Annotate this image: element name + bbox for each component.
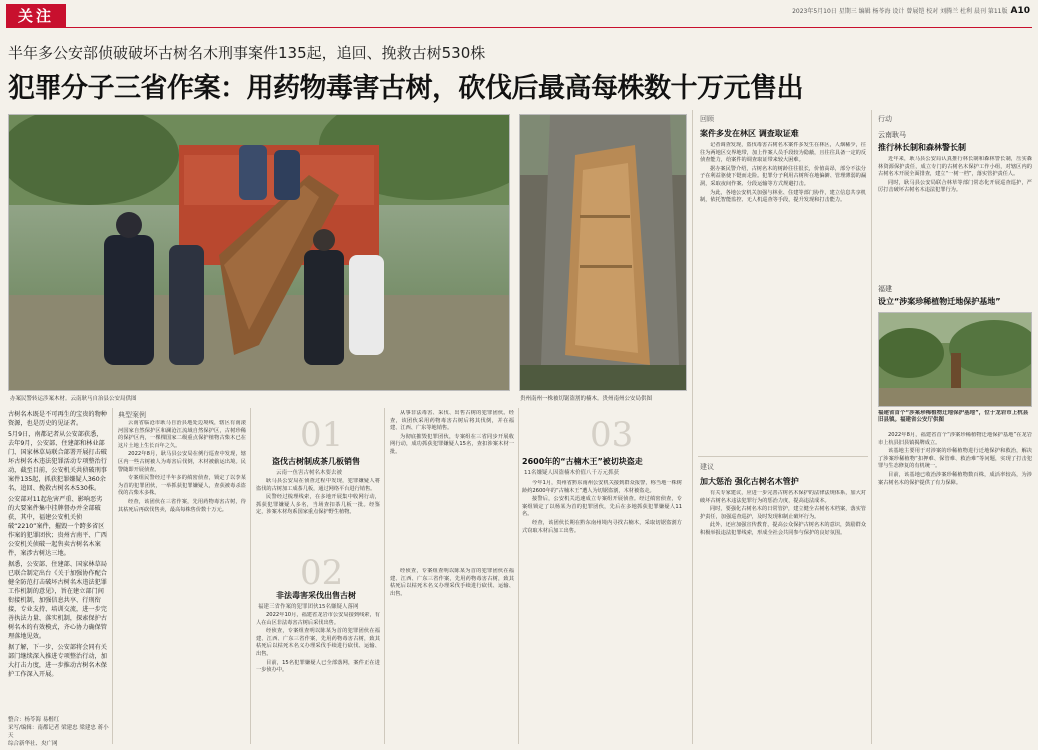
- body-paragraph: 云南省临沧市耿马自治县地处边境线，辖区有南滚河国家自然保护区和澜沧江流域自然保护区，古树珍稀的保护区内，一棵棵国家二级重点保护植物古柴木已在这片土地上生长百年之久。: [118, 420, 246, 449]
- body-paragraph: 此外，还应加强宣传教育，提高公众保护古树名木的意识，鼓励群众积极举报违法犯罪线索，形成全社会共同参与保护的良好氛围。: [700, 522, 866, 536]
- body-paragraph: 据办案民警介绍，古树名木的树龄往往很长，价值高昂，部分不法分子在利益驱使下铤而走险。犯罪分子利用古树所在地偏僻、管理薄弱的漏洞，采取夜间作案、分段运输等方式规避打击。: [700, 165, 866, 187]
- credits: 整合：杨苓海 易楷红 采写/编辑：南都记者 梁建忠 梁建忠 蒋小天 综合新华社、央广网: [8, 717, 109, 747]
- photo-cut-nanmu: [519, 114, 687, 391]
- action-region2: 福建: [878, 285, 892, 293]
- body-paragraph: 为彻底摧毁犯罪团伙，专案组在三省同步开展收网行动，成功抓获犯罪嫌疑人15名，查扣涉案木材一批。: [390, 433, 514, 455]
- body-paragraph: 同时，耿马县公安局联合林草等部门常态化开展巡查巡护，严厉打击破坏古树名木违法犯罪行为。: [878, 179, 1032, 194]
- lead-paragraph: 5月9日，南都记者从公安部获悉，去年9月，公安部、住建部和林业部门、国家林草局联合部署开展打击破坏古树名木违法犯罪活动专项整治行动，截至目前，公安机关共侦破刑事案件135起，抓获犯罪嫌疑人360余名，追回、挽救古树名木530株。: [8, 431, 107, 492]
- action-body2: [878, 432, 1032, 742]
- photo-cut-nanmu-image: [520, 115, 687, 391]
- case01-body: [256, 478, 380, 558]
- column-divider: [871, 110, 872, 744]
- case03-subtitle: 11名嫌疑人因盗楠木价值八千万元抓获: [524, 470, 619, 476]
- case03-body: [522, 480, 682, 742]
- body-paragraph: 2022年10月，福建省龙岩市公安局接到线索，有人在山区非法毒害古树后采伐出售。: [256, 612, 380, 626]
- action-title1: 推行林长制和森林警长制: [878, 143, 966, 152]
- folio-line: [792, 6, 1030, 16]
- middle-column-upper: [390, 410, 514, 564]
- case01-title: 盗伐古树制成茶几板销售: [272, 457, 360, 466]
- section-divider: [698, 456, 868, 457]
- suggest-kicker: 建议: [700, 463, 714, 471]
- action-body1: [878, 156, 1032, 276]
- body-paragraph: 近年来，耿马县公安局认真推行林长制和森林警长制，压实森林资源保护责任，成立专门的古树名木保护工作小组，对辖区内的古树名木开展全面排查，建立“一树一档”，落实管护责任人。: [878, 156, 1032, 178]
- body-paragraph: 同时，要强化古树名木的日常管护，建立健全古树名木档案，落实管护责任，加强巡查巡护，及时发现和制止破坏行为。: [700, 506, 866, 520]
- body-paragraph: 经查，该团伙在三省作案，先用药物毒害古树，待其枯死后再砍伐售卖，最高每株售价数十万元。: [118, 498, 246, 513]
- lead-paragraph: 古树名木既是不可再生的宝贵的物种资源，也是历史的见证者。: [8, 411, 107, 427]
- body-paragraph: 2022年8月，福建省首个“涉案珍稀植物迁地保护基地”在龙岩市上杭县旧县镇揭牌成立。: [878, 432, 1032, 446]
- review-kicker: 回顾: [700, 115, 714, 123]
- body-paragraph: 今年1月，贵州省黔东南州公安机关接到群众报警，称当地一株树龄约2600年的“古楠木王”遭人为切锯盗割，木材被盗走。: [522, 480, 682, 494]
- action-kicker: 行动: [878, 115, 892, 123]
- lead-paragraph: 据悉，公安部、住建部、国家林草局已联合制定出台《关于加强协作配合健全防范打击破坏古树名木违法犯罪工作机制的意见》，旨在建立部门间衔接机制，加强信息共享、行刑衔接，专业支持、培训交流，进一步完善执法力量、落实机制，探索保护古树名木的有效模式，齐心协力确保管理落地见效。: [8, 561, 107, 640]
- case03-number: 03: [590, 415, 634, 455]
- column-divider: [692, 110, 693, 744]
- body-paragraph: 目前，15名犯罪嫌疑人已全部落网，案件正在进一步侦办中。: [256, 659, 380, 674]
- folio-text: 2023年5月10日 星期三 编辑 杨苓海 设计 曾展铠 校对 刘腾兰 杜利 晨刊 第11版: [792, 8, 1008, 15]
- typical-cases-column: [118, 420, 246, 742]
- column-divider: [518, 408, 519, 744]
- lead-paragraph: 据了解，下一步，公安部将会同有关部门继续深入推进专项整治行动，加大打击力度，进一步推动古树名木保护工作深入开展。: [8, 644, 107, 678]
- body-paragraph: 民警经过梳理线索，在多地开展集中收网行动，抓获犯罪嫌疑人多名，当场查扣茶几板一批。经鉴定，涉案木材均系国家重点保护野生植物。: [256, 494, 380, 516]
- body-paragraph: 专案组民警经过半年多的缜密侦查，锁定了以李某为首的犯罪团伙，一举抓获犯罪嫌疑人，查获被毒杀盗伐的古柴木多株。: [118, 475, 246, 497]
- body-paragraph: 该基地主要用于对涉案的珍稀植物进行迁地保护和救治，解决了涉案珍稀植物“扣押难、保管难、救治难”等问题，实现了打击犯罪与生态修复的有机统一。: [878, 448, 1032, 470]
- review-title: 案件多发在林区 调查取证难: [700, 129, 799, 138]
- photo-left-caption: 办案民警转运涉案木材。云南耿马自治县公安局供图: [10, 396, 137, 402]
- photo-police-transport-image: [9, 115, 510, 391]
- photo-right-caption: 贵州南州一株被切锯盗割的楠木。贵州南州公安局供图: [520, 396, 653, 402]
- middle-column-lower: [390, 568, 514, 742]
- review-body: [700, 142, 866, 442]
- case01-subtitle: 云南一鱼害古树名木要去被: [276, 470, 343, 476]
- section-label: 关注: [6, 4, 66, 28]
- column-divider: [250, 408, 251, 744]
- case03-title: 2600年的“古楠木王”被切块盗走: [522, 457, 643, 466]
- body-paragraph: 经侦查，专案组查明以陈某为首的犯罪团伙在福建、江西、广东三省作案，先用药物毒害古树，致其枯死后以枯死木名义办理采伐手续进行砍伐、运输、出售。: [390, 568, 514, 597]
- photo-side-caption: 福建省首个“涉案珍稀植物迁地保护基地”，位于龙岩市上杭县旧县镇。福建省公安厅供图: [878, 410, 1029, 423]
- section-rule: [66, 27, 1032, 28]
- case02-title: 非法毒害采伐出售古树: [276, 591, 356, 600]
- action-title2: 设立“涉案珍稀植物迁地保护基地”: [878, 297, 1001, 306]
- body-paragraph: 接警后，公安机关迅速成立专案组开展侦查。经过缜密侦查，专案组锁定了以杨某为首的犯罪团伙，先后在多地抓获犯罪嫌疑人11名。: [522, 496, 682, 518]
- action-region1: 云南耿马: [878, 131, 906, 139]
- body-paragraph: 记者调查发现，盗伐毒害古树名木案件多发生在林区，人烟稀少，往往为两地区交界地带，加上作案人员手段较为隐蔽，且往往具备一定的反侦查能力，给案件的调查取证带来较大困难。: [700, 142, 866, 164]
- case01-number: 01: [300, 415, 344, 455]
- case02-body: [256, 612, 380, 742]
- case02-subtitle: 福建三省作案的犯罪团伙15名嫌疑人落网: [258, 604, 359, 610]
- lead-paragraph: 公安部对11起危害严重、影响恶劣的大要案件集中挂牌督办并全部破获，其中，福建公安机关侦破“2210”案件，摧毁一个跨多省区作案的犯罪团伙；贵州古南平、广西公安机关侦破一起售卖古树名木案件，案涉古树达三地。: [8, 496, 107, 557]
- body-paragraph: 经侦查，专案组查明以陈某为首的犯罪团伙在福建、江西、广东三省作案，先用药物毒害古树，致其枯死后以枯死木名义办理采伐手续进行砍伐、运输、出售。: [256, 628, 380, 657]
- typical-cases-kicker: 典型案例: [118, 411, 146, 419]
- photo-police-transport: [8, 114, 510, 391]
- photo-protection-base-image: [879, 313, 1032, 407]
- page-number: A10: [1010, 6, 1030, 16]
- photo-protection-base: [878, 312, 1032, 407]
- subheadline: 半年多公安部侦破破坏古树名木刑事案件135起，追回、挽救古树530株: [8, 44, 486, 62]
- body-paragraph: 经查，该团伙长期在黔东南州境内寻找古楠木，采取切锯盗割方式窃取木材后加工出售。: [522, 519, 682, 534]
- suggest-body: [700, 490, 866, 742]
- body-paragraph: 目前，该基地已收治涉案珍稀植物数百株，成活率较高，为涉案古树名木的保护提供了有力保障。: [878, 471, 1032, 486]
- body-paragraph: 从事非法毒害、采伐、出售古树的犯罪团伙。经查，该团伙采用药物毒害古树后将其伐倒，并在福建、江西、广东等地销售。: [390, 410, 514, 432]
- body-paragraph: 2022年8月，耿马县公安局在例行巡查中发现，辖区内一些古树被人为毒害后伐倒，木材被偷运出境。民警随即开展侦查。: [118, 451, 246, 473]
- body-paragraph: 有关专家建议，应进一步完善古树名木保护的法律法规体系，加大对破坏古树名木违法犯罪行为的惩治力度，提高违法成本。: [700, 490, 866, 504]
- suggest-title: 加大惩治 强化古树名木管护: [700, 477, 799, 486]
- case02-number: 02: [300, 553, 344, 593]
- column-divider: [112, 408, 113, 744]
- column-divider: [384, 408, 385, 744]
- body-paragraph: 为此，各地公安机关加强与林业、住建等部门协作，建立信息共享机制，依托智能监控、无人机巡查等手段，提升发现和打击能力。: [700, 189, 866, 204]
- lead-column: [8, 410, 108, 710]
- headline: 犯罪分子三省作案：用药物毒害古树，砍伐后最高每株数十万元售出: [8, 73, 803, 104]
- body-paragraph: 耿马县公安局在侦查过程中发现，犯罪嫌疑人将盗伐的古树加工成茶几板，通过网络平台进行销售。: [256, 478, 380, 492]
